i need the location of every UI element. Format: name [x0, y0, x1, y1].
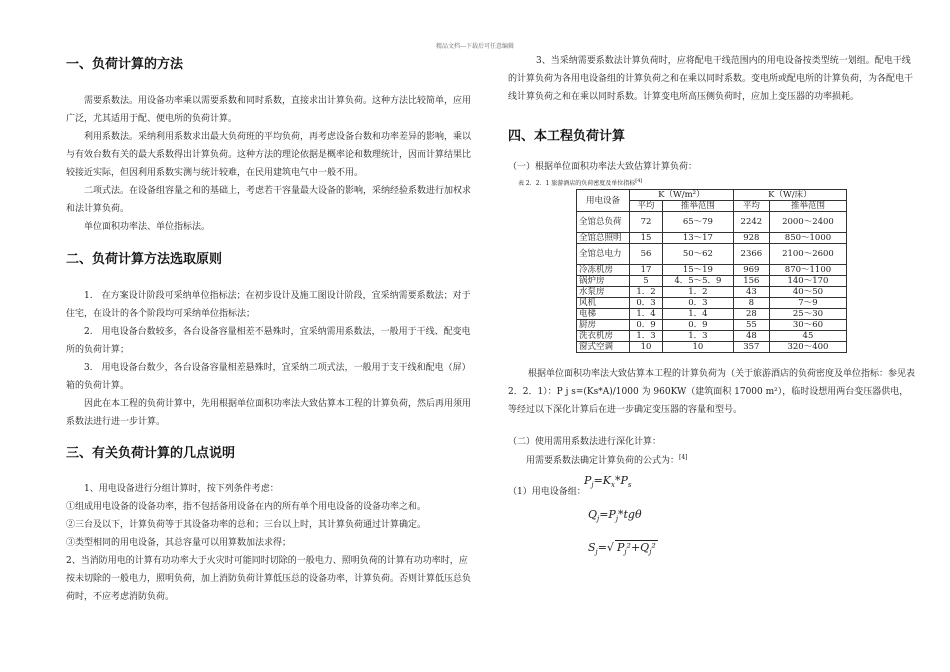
s3-para-1: 1、用电设备进行分组计算时，按下列条件考虑：: [84, 484, 279, 494]
table-cell-r2: 30～60: [769, 320, 846, 331]
s3-para-4: ③类型相同的用电设备，其总容量可以用算数加法求得；: [66, 538, 292, 548]
table-row: [577, 331, 847, 342]
table-cell-a2: 2242: [733, 212, 769, 233]
table-cell-r1: 1．4: [663, 309, 734, 320]
table-cell-r2: 2000～2400: [769, 212, 846, 233]
table-cell-a1: 15: [630, 233, 663, 244]
table-cell-name: 厨房: [577, 320, 630, 331]
s2-para-3: 3. 用电设备台数少，各台设备容量相差悬殊时，宜采纳二项式法，一般用于支干线和配电（屏）箱的负荷计算。: [66, 363, 471, 391]
table-cell-a2: 48: [733, 331, 769, 342]
table-cell-name: 窗式空调: [577, 342, 630, 353]
table-cell-r1: 4．5～5．9: [663, 276, 734, 287]
header-avg-1: 平均: [630, 201, 663, 212]
equipment-group-label: （1）用电设备组：: [508, 487, 586, 497]
table-row: [577, 309, 847, 320]
formula-block: [508, 468, 916, 558]
header-group-per-bed: K（W/床）: [733, 190, 846, 201]
load-density-table: [576, 189, 847, 353]
section-3: [66, 445, 474, 606]
header-range-1: 推举范围: [663, 201, 734, 212]
table-row: [577, 320, 847, 331]
table-cell-a1: 56: [630, 244, 663, 265]
header-group-per-area: K（W/m²）: [630, 190, 734, 201]
right-column: [508, 52, 916, 558]
section-2: [66, 251, 474, 431]
table-row: [577, 276, 847, 287]
header-range-2: 推举范围: [769, 201, 846, 212]
table-cell-a2: 43: [733, 287, 769, 298]
s1-para-1: 需要系数法。用设备功率乘以需要系数和同时系数，直接求出计算负荷。这种方法比较简单，应用广泛，尤其适用于配、便电所的负荷计算。: [66, 96, 472, 124]
section-2-title: 二、负荷计算方法选取原则: [66, 252, 223, 267]
section-1: [66, 56, 474, 236]
section-4-title: 四、本工程负荷计算: [508, 129, 626, 144]
table-header-row-1: [577, 190, 847, 201]
formula-reactive-power: $Q_j=P_j*tg\theta$: [588, 508, 642, 524]
table-row: [577, 265, 847, 276]
table-row: [577, 298, 847, 309]
table-cell-a1: 1．3: [630, 331, 663, 342]
s3-para-3: ②三台及以下，计算负荷等于其设备功率的总和；三台以上时，其计算负荷通过计算确定。: [66, 520, 427, 530]
s2-para-4: 因此在本工程的负荷计算中，先用根据单位面积功率法大致估算本工程的计算负荷，然后再用须用系数法进行进一步计算。: [66, 399, 472, 427]
table-cell-r2: 2100～2600: [769, 244, 846, 265]
table-cell-a2: 8: [733, 298, 769, 309]
table-cell-a1: 17: [630, 265, 663, 276]
table-cell-name: 洗衣机房: [577, 331, 630, 342]
table-cell-r2: 40～50: [769, 287, 846, 298]
table-cell-r1: 65～79: [663, 212, 734, 233]
table-cell-name: 锅炉房: [577, 276, 630, 287]
table-cell-name: 冷冻机房: [577, 265, 630, 276]
table-cell-r1: 1．2: [663, 287, 734, 298]
intro-paragraph: 3、当采纳需要系数法计算负荷时，应将配电干线范围内的用电设备按类型统一划组。配电干线的计算负荷为各用电设备组的计算负荷之和在乘以同时系数。变电所或配电所的计算负荷，为各配电干线计算负荷之和在乘以同时系数。计算变电所高压侧负荷时，应加上变压器的功率损耗。: [508, 56, 914, 102]
s2-para-1: 1. 在方案设计阶段可采纳单位指标法；在初步设计及施工图设计阶段，宜采纳需要系数法；对于住宅，在设计的各个阶段均可采纳单位指标法；: [66, 291, 471, 319]
header-equipment: 用电设备: [577, 190, 630, 212]
paragraph-after-table: 根据单位面积功率法大致估算本工程的计算负荷为（关于旅游酒店的负荷密度及单位指标：参见表 2．2．1）：P j s=(Ks*A)/1000 为 960KW（建筑面积 17000 m²），临时设想用两台变压器供电，等经过以下深化计算后在进一步确定变压器的容量和型号。: [508, 369, 916, 415]
table-cell-a2: 969: [733, 265, 769, 276]
table-cell-r2: 850～1000: [769, 233, 846, 244]
table-body: [577, 212, 847, 353]
table-cell-r2: 7～9: [769, 298, 846, 309]
table-citation: [4]: [635, 178, 643, 184]
table-row: [577, 212, 847, 233]
table-cell-a1: 10: [630, 342, 663, 353]
table-cell-a1: 1．4: [630, 309, 663, 320]
table-cell-a2: 156: [733, 276, 769, 287]
table-cell-name: 风机: [577, 298, 630, 309]
table-row: [577, 233, 847, 244]
s1-para-2: 利用系数法。采纳利用系数求出最大负荷班的平均负荷，再考虑设备台数和功率差异的影响，乘以与有效台数有关的最大系数得出计算负荷。这种方法的理论依据是概率论和数理统计，因而计算结果比较接近实际，但因利用系数实测与统计较难，在民用建筑电气中一般不用。: [66, 132, 472, 178]
section-3-title: 三、有关负荷计算的几点说明: [66, 446, 236, 461]
table-cell-r2: 25～30: [769, 309, 846, 320]
table-cell-r1: 15～19: [663, 265, 734, 276]
section-4: [508, 128, 916, 558]
s1-para-3: 二项式法。在设备组容量之和的基础上，考虑若干容量最大设备的影响，采纳经验系数进行加权求和法计算负荷。: [66, 186, 472, 214]
table-cell-name: 全馆总电力: [577, 244, 630, 265]
table-row: [577, 342, 847, 353]
table-cell-a1: 5: [630, 276, 663, 287]
table-cell-r1: 50～62: [663, 244, 734, 265]
table-cell-a1: 1．2: [630, 287, 663, 298]
table-cell-name: 全馆总负荷: [577, 212, 630, 233]
table-row: [577, 244, 847, 265]
s3-para-5: 2、当消防用电的计算有功功率大于火灾时可能同时切除的一般电力、照明负荷的计算有功功率时，应按未切除的一般电力，照明负荷，加上消防负荷计算低压总的设备功率，计算负荷。否则计算低压总负荷时，不应考虑消防负荷。: [66, 556, 472, 602]
table-cell-r2: 320～400: [769, 342, 846, 353]
formula-citation: [4]: [679, 454, 688, 461]
table-cell-r2: 45: [769, 331, 846, 342]
formula-intro: 用需要系数法确定计算负荷的公式为：[4]: [526, 454, 688, 466]
table-caption: 表 2．2．1 旅游酒店的负荷密度及单位指标[4]: [518, 178, 643, 187]
table-cell-a1: 0．3: [630, 298, 663, 309]
section-1-title: 一、负荷计算的方法: [66, 57, 184, 72]
subsection-2-title: （二）使用需用系数法进行深化计算：: [508, 437, 662, 447]
table-row: [577, 287, 847, 298]
table-cell-a1: 72: [630, 212, 663, 233]
s3-para-2: ①组成用电设备的设备功率，指不包括备用设备在内的所有单个用电设备的设备功率之和。: [66, 502, 427, 512]
table-cell-name: 电梯: [577, 309, 630, 320]
table-cell-a2: 357: [733, 342, 769, 353]
table-cell-a2: 28: [733, 309, 769, 320]
table-cell-a2: 928: [733, 233, 769, 244]
table-cell-r1: 1．3: [663, 331, 734, 342]
table-cell-a2: 55: [733, 320, 769, 331]
formula-apparent-power: $S_j=√$ $P_j^2+Q_j^2$: [588, 540, 658, 559]
table-cell-a2: 2366: [733, 244, 769, 265]
table-cell-r1: 13～17: [663, 233, 734, 244]
s1-para-4: 单位面积功率法、单位指标法。: [84, 222, 211, 232]
table-cell-r2: 870～1100: [769, 265, 846, 276]
table-cell-name: 全馆总照明: [577, 233, 630, 244]
header-avg-2: 平均: [733, 201, 769, 212]
watermark-text: 精品文档---下载后可任意编辑: [435, 43, 515, 50]
table-cell-r2: 140～170: [769, 276, 846, 287]
s2-para-2: 2. 用电设备台数较多，各台设备容量相差不悬殊时，宜采纳需用系数法，一般用于干线、配变电所的负荷计算；: [66, 327, 471, 355]
formula-active-power: $P_j=K_x*P_s$: [584, 474, 632, 490]
table-cell-r1: 10: [663, 342, 734, 353]
table-cell-r1: 0．9: [663, 320, 734, 331]
table-cell-name: 水泵房: [577, 287, 630, 298]
left-column: [66, 52, 474, 606]
subsection-1-title: （一）根据单位面积功率法大致估算计算负荷：: [508, 162, 698, 172]
table-cell-r1: 0．3: [663, 298, 734, 309]
table-cell-a1: 0．9: [630, 320, 663, 331]
